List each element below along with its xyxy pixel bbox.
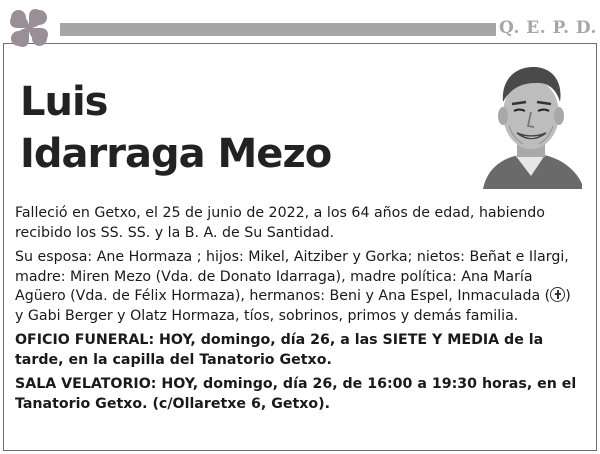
first-name: Luis [20, 79, 108, 125]
family-text-part1: Su esposa: Ane Hormaza ; hijos: Mikel, Aitziber y Gorka; nietos: Beñat e Ilargi, madre: Miren Mezo (Vda. de Donato Idarraga), madre política: Ana María Agüero (Vda. de Félix Hormaza), hermanos: Beni y Ana Espel, Inmaculada ( [15, 249, 569, 304]
funeral-paragraph: OFICIO FUNERAL: HOY, domingo, día 26, a las SIETE Y MEDIA de la tarde, en la capilla del Tanatorio Getxo. [15, 332, 544, 368]
header-bar [60, 23, 496, 36]
portrait-photo [479, 56, 582, 189]
death-paragraph: Falleció en Getxo, el 25 de junio de 2022, a los 64 años de edad, habiendo recibido los SS. SS. y la B. A. de Su Santidad. [15, 205, 545, 241]
wake-paragraph: SALA VELATORIO: HOY, domingo, día 26, de 16:00 a 19:30 horas, en el Tanatorio Getxo. (c/Ollaretxe 6, Getxo). [15, 376, 577, 412]
notice-body [15, 204, 583, 419]
deceased-name [20, 76, 331, 180]
family-paragraph [15, 248, 583, 326]
deceased-cross-icon [550, 287, 565, 302]
family-text-part2: ) y Gabi Berger y Olatz Hormaza, tíos, sobrinos, primos y demás familia. [15, 288, 571, 324]
surnames: Idarraga Mezo [20, 131, 332, 177]
qepd-label: Q. E. P. D. [499, 18, 597, 38]
lauburu-icon [6, 5, 52, 51]
